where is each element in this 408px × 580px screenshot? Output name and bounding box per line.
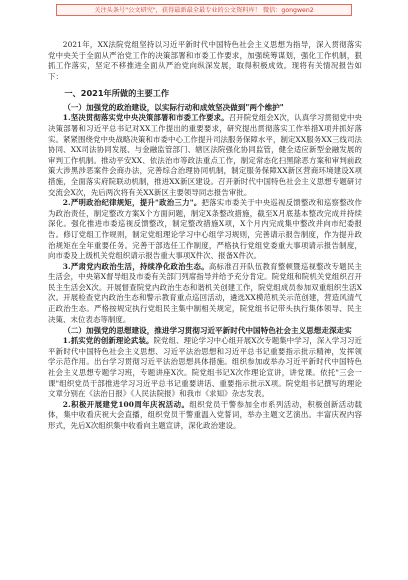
- paragraph-4: [48, 336, 362, 400]
- intro-paragraph: 2021年，XX法院党组坚持以习近平新时代中国特色社会主义思想为指导，深入贯彻落实党中央关于全面从严治党工作的决策部署和市委工作要求，加强统筹谋划，强化工作机制，狠抓工作落实，坚定不移推进全面从严治党向纵深发展，取得积极成效。现将有关情况报告如下：: [48, 40, 362, 81]
- section-heading-1: 一、2021年所做的主要工作: [64, 88, 170, 99]
- paragraph-2-lead: 2.严明政治纪律规矩，提升"政治三力"。: [62, 198, 202, 208]
- paragraph-2-body: 把落实市委关于中央巡视反馈整改和巡察整改作为政治责任，制定整改方案X个方面问题，制定X条整改措施，截至X月底基本整改完成并持续深化。强化推进市委巡视反馈整改，制定整改措施X项，X个月内完成集中整改并向市纪委报告。修订党组工作规则，制定党组理论学习中心组学习规则，完善请示报告制度，作为提升政治规矩在全年重要任务。完善干部选任工作制度，严格执行党组党委重大事项请示报告制度，向市委及上级机关党组织请示报告重大事项X件次、报备X件次。: [48, 198, 362, 261]
- promo-banner[interactable]: 关注头条号"公文研究"，获得最新最全最专业的公文资料库！ 微信：gongwen2: [56, 4, 352, 16]
- paragraph-3-lead: 3.严肃党内政治生活，持续净化政治生态。: [62, 261, 209, 271]
- paragraph-4-body: 院党组、理论学习中心组开展X次专题集中学习，深入学习习近平新时代中国特色社会主义思想、习近平法治思想和习近平总书记重要指示批示精神，发挥领学示范作用。出台学习贯彻习近平法治思想具体措施。组织参加或举办习近平新时代中国特色社会主义思想专题学习班，专题讲座X次。院党组书记X次作理论宣讲，讲党课。依托"三会一课"组织党员干部推进学习习近平总书记重要讲话、重要指示批示X项。院党组书记撰写的理论文章分别在《法治日报》《人民法院报》和我市《求知》杂志发表。: [48, 336, 362, 399]
- document-page: [48, 40, 362, 568]
- paragraph-1-lead: 1.坚决贯彻落实党中央决策部署和市委工作要求。: [62, 113, 229, 123]
- paragraph-4-lead: 1.抓实党的创新理论武装。: [62, 336, 154, 346]
- paragraph-1-body: 召开院党组会X次，认真学习贯彻党中央决策部署和习近平总书记对XX工作提出的重要要求，研究提出贯彻落实工作举措X项并抓好落实。紧紧围绕党中央战略决策和市委中心工作提升司法服务保障水平，制定XX服务XX三线司法协同、XX司法协同发展、与金融监管部门、辖区法院强化协同监管，健全适应新型金融发展的审判工作机制。推动平安XX、依法治市等政法重点工作，制定常态化扫黑除恶方案和审判前政策大涉黑涉恶案件会商办法，完善综合治理协同机制，制定服务保障XX新区营商环境建设X项措施，全面落实府院联动机制，推进XX新区建设。召开新时代中国特色社会主义思想专题研讨交流会X次，先后两次将有关XX新区主要领导同志报告审批。: [48, 113, 362, 197]
- paragraph-1: [48, 113, 362, 198]
- paragraph-5-lead: 2.积极开展建党100周年庆祝活动。: [62, 399, 190, 409]
- subsection-heading-1: （一）加强党的政治建设，以实际行动和成效坚决做到"两个维护": [63, 103, 284, 113]
- paragraph-5: [48, 400, 362, 432]
- subsection-heading-2: （二）加强党的思想建设，推进学习贯彻习近平新时代中国特色社会主义思想走深走实: [63, 326, 352, 336]
- paragraph-5-body: 组织党员干警参加全市系列活动，积极创新活动载体，集中收看庆祝大会直播，组织党员干警重温入党誓词，举办主题文艺演出。丰富庆祝内容形式，先后X次组织集中收看向主题宣讲，深化政治建设。: [48, 399, 362, 430]
- paragraph-3-body: 高标准召开队伍教育整顿暨巡视整改专题民主生活会，中央第X督导组及市委有关部门列席指导并给予充分肯定。院党组和院机关党组织召开民主生活会X次。开展督查院党内政治生态和谐机关创建工作，院党组成员参加双重组织生活X次。开展检查党内政治生态和警示教育重点巡回活动，遴选XX模范机关示范创建，营造风清气正政治生态。严格按规定执行党组民主集中制相关规定，院党组书记带头执行集体领导、民主决策、末位表态等制度。: [48, 261, 362, 324]
- paragraph-3: [48, 262, 362, 326]
- paragraph-2: [48, 198, 362, 262]
